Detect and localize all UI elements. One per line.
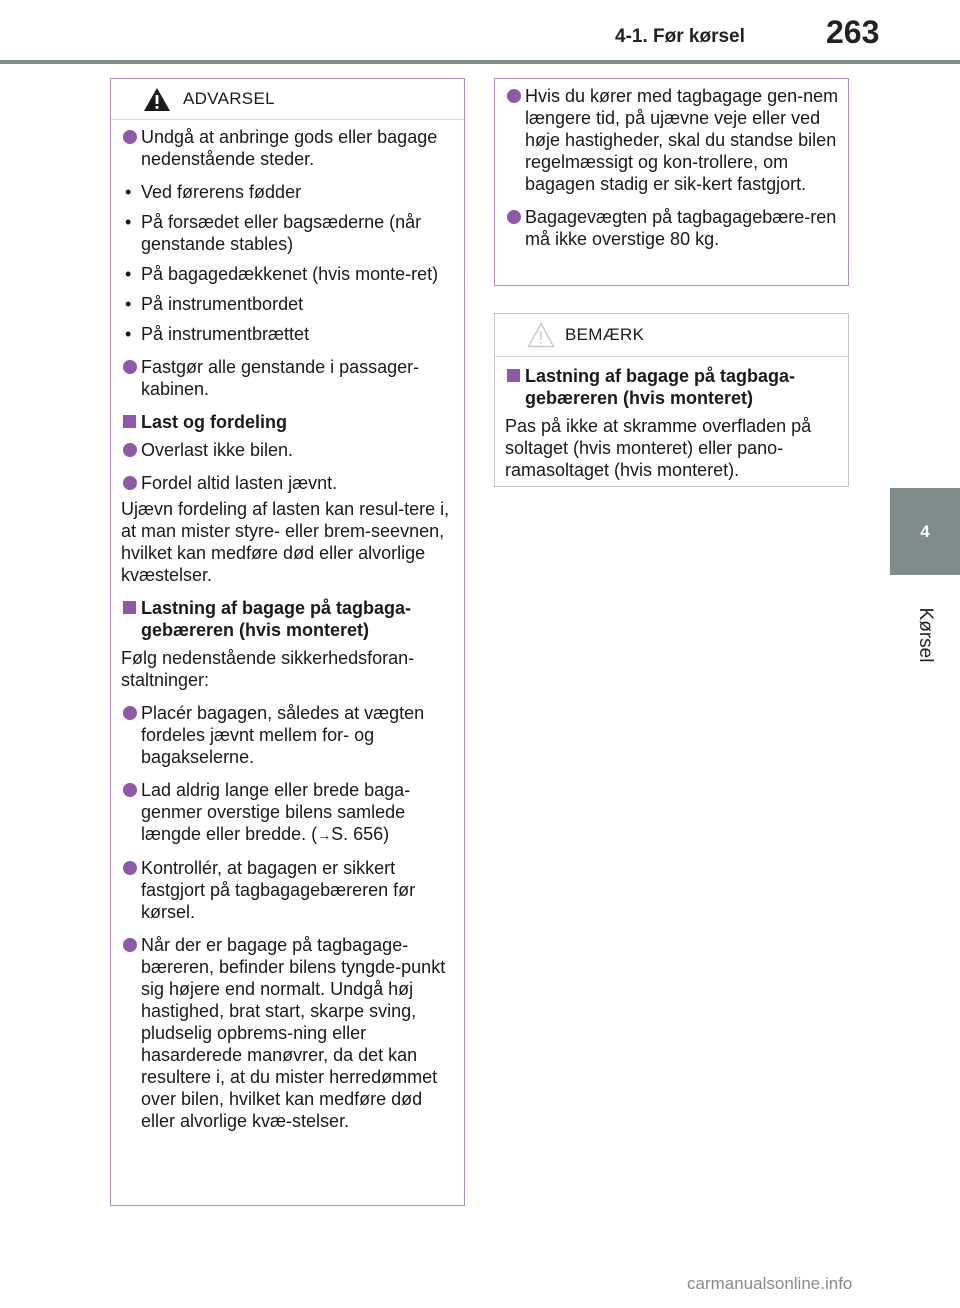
bullet-dot-icon xyxy=(123,476,137,490)
list-item: Bagagevægten på tagbagagebære-ren må ikke overstige 80 kg. xyxy=(505,206,840,250)
location-list xyxy=(121,181,456,345)
notice-triangle-icon xyxy=(527,322,555,348)
bullet-dot-icon xyxy=(507,210,521,224)
arrow-right-icon: → xyxy=(317,827,332,843)
notice-title: BEMÆRK xyxy=(565,325,645,344)
bullet-dot-icon xyxy=(507,89,521,103)
bullet-dot-icon xyxy=(123,706,137,720)
notice-content xyxy=(495,357,848,481)
list-item: Undgå at anbringe gods eller bagage nedenstående steder. xyxy=(121,126,456,170)
list-item: Hvis du kører med tagbagage gen-nem længere tid, på ujævne veje eller ved høje hastigheder, skal du standse bilen regelmæssigt og kon-trollere, om bagagen stadig er sik-kert fastgjort. xyxy=(505,85,840,195)
page-number: 263 xyxy=(826,14,880,50)
subheading-last: Last og fordeling xyxy=(121,411,456,433)
chapter-title-tab xyxy=(890,575,960,695)
subheading-roof-rack: Lastning af bagage på tagbaga-gebæreren (hvis monteret) xyxy=(121,597,456,641)
warning-box xyxy=(110,78,465,1206)
list-item: Kontrollér, at bagagen er sikkert fastgjort på tagbagagebæreren før kørsel. xyxy=(121,857,456,923)
chapter-number-tab: 4 xyxy=(890,488,960,575)
list-item: Fastgør alle genstande i passager-kabinen. xyxy=(121,356,456,400)
list-item: Lad aldrig lange eller brede baga-genmer overstige bilens samlede længde eller bredde. (→S. 656) xyxy=(121,779,456,846)
sub-list-item: • Ved førerens fødder xyxy=(125,182,302,202)
list-item: Når der er bagage på tagbagage-bæreren, befinder bilens tyngde-punkt sig højere end normalt. Undgå høj hastighed, brat start, skarpe sving, pludselig opbrems-ning eller hasarderede manøvrer, da det kan resultere i, at du mister herredømmet over bilen, hvilket kan medføre død eller alvorlige kvæ-stelser. xyxy=(121,934,456,1132)
bullet-dot-icon xyxy=(123,360,137,374)
paragraph: Pas på ikke at skramme overfladen på soltaget (hvis monteret) eller pano-ramasoltaget (hvis monteret). xyxy=(505,416,812,480)
bullet-dot-icon xyxy=(123,861,137,875)
bullet-icon: • xyxy=(125,182,132,202)
notice-box xyxy=(494,313,849,487)
sub-list-item: • På bagagedækkenet (hvis monte-ret) xyxy=(125,264,439,284)
page-reference-link[interactable]: S. 656) xyxy=(331,824,390,844)
bullet-dot-icon xyxy=(123,443,137,457)
paragraph: Ujævn fordeling af lasten kan resul-tere i, at man mister styre- eller brem-seevnen, hvilket kan medføre død eller alvorlige kvæstelser. xyxy=(121,499,450,585)
warning-continuation-box xyxy=(494,78,849,286)
watermark: carmanualsonline.info xyxy=(687,1274,853,1293)
bullet-icon: • xyxy=(125,294,132,314)
sub-list-item: • På instrumentbordet xyxy=(125,294,304,314)
bullet-dot-icon xyxy=(123,130,137,144)
list-item: Placér bagagen, således at vægten fordeles jævnt mellem for- og bagakselerne. xyxy=(121,702,456,768)
square-marker-icon xyxy=(123,415,136,428)
bullet-dot-icon xyxy=(123,938,137,952)
sub-list-item: • På instrumentbrættet xyxy=(125,324,310,344)
warning-continuation-content xyxy=(495,79,848,250)
bullet-icon: • xyxy=(125,212,132,232)
header-rule xyxy=(0,60,960,64)
paragraph: Følg nedenstående sikkerhedsforan-staltninger: xyxy=(121,648,415,690)
bullet-icon: • xyxy=(125,264,132,284)
bullet-dot-icon xyxy=(123,783,137,797)
warning-title: ADVARSEL xyxy=(183,89,275,108)
notice-box-header xyxy=(495,314,848,357)
bullet-icon: • xyxy=(125,324,132,344)
warning-box-header xyxy=(111,79,464,120)
square-marker-icon xyxy=(123,601,136,614)
subheading-roof-rack: Lastning af bagage på tagbaga-gebæreren (hvis monteret) xyxy=(505,365,840,409)
list-item: Fordel altid lasten jævnt. xyxy=(121,472,456,494)
warning-content xyxy=(111,120,464,1132)
square-marker-icon xyxy=(507,369,520,382)
warning-triangle-icon xyxy=(143,87,171,112)
chapter-title: Kørsel xyxy=(915,607,936,663)
section-title: 4-1. Før kørsel xyxy=(615,26,745,47)
sub-list-item: • På forsædet eller bagsæderne (når genstande stables) xyxy=(125,212,422,254)
list-item: Overlast ikke bilen. xyxy=(121,439,456,461)
